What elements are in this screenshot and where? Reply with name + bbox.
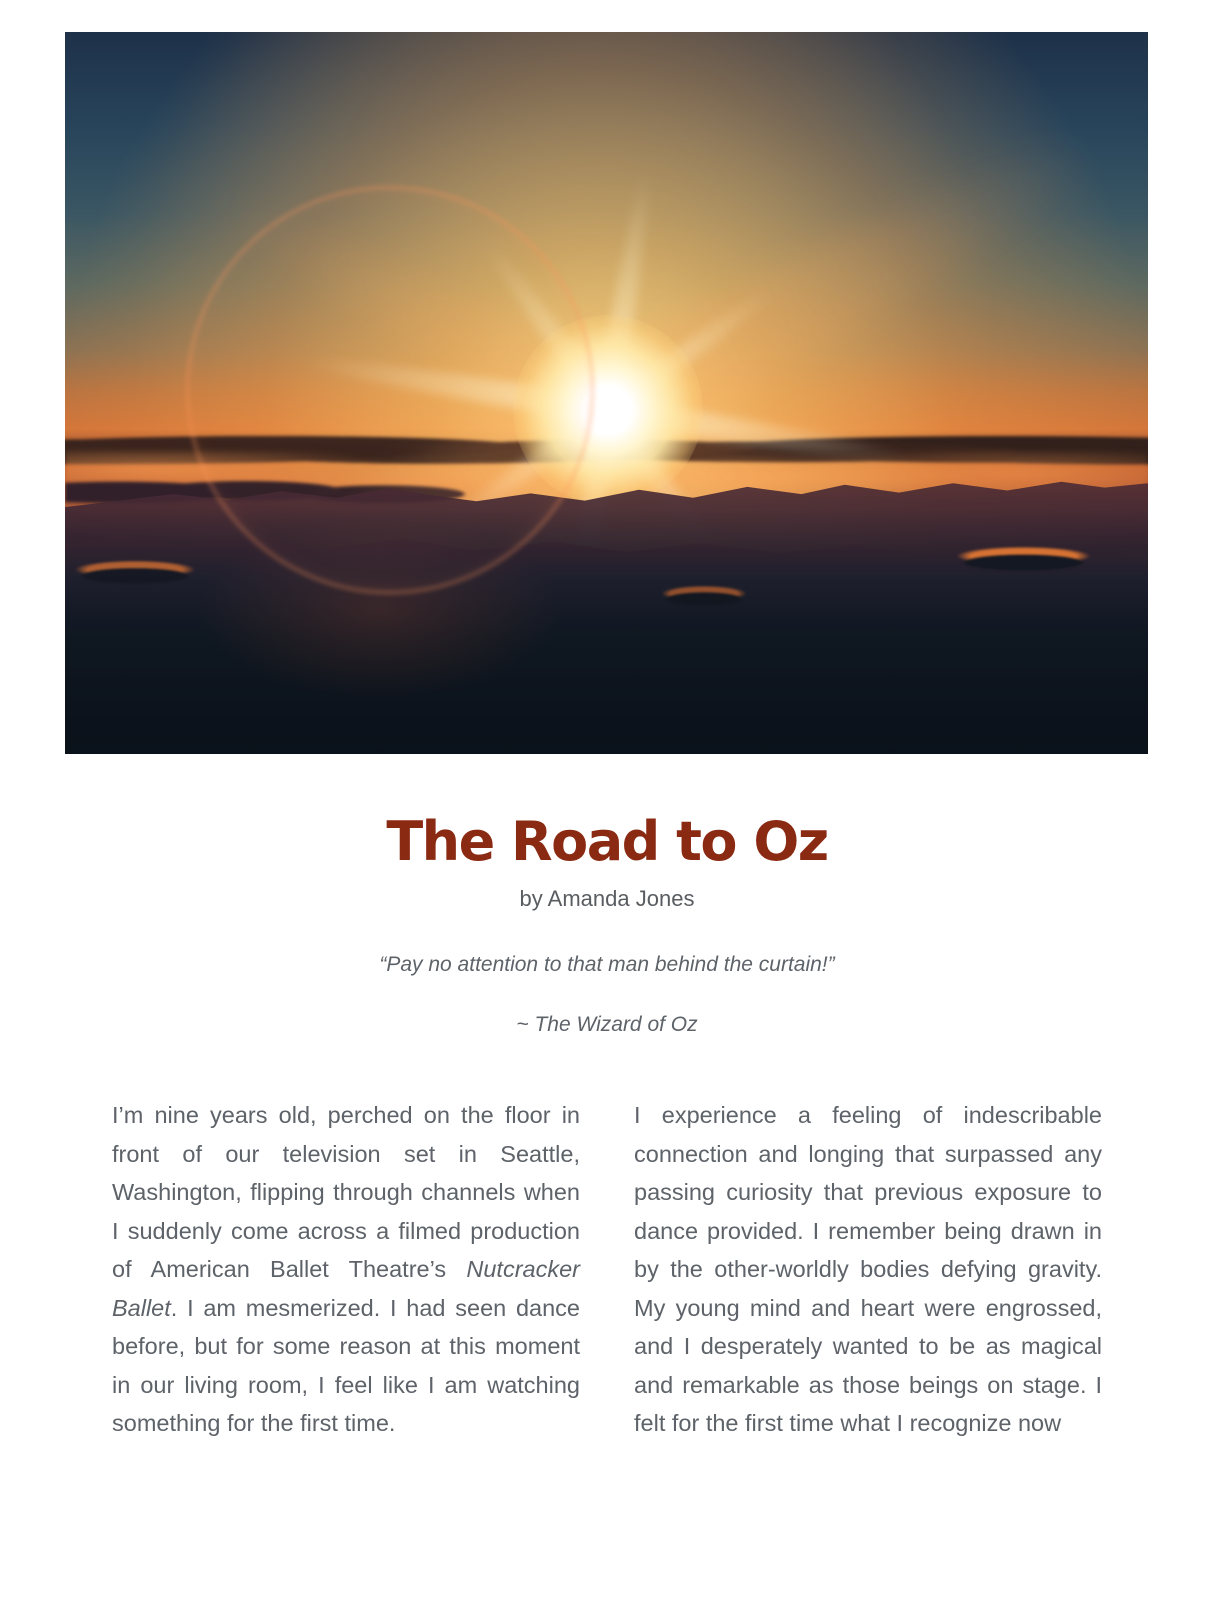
lit-cloud-right xyxy=(921,541,1127,571)
paragraph-2: I experience a feeling of indescribable connection and longing that surpassed any passing curiosity that previous exposure to dance provided. I remember being drawn in by the other-worldly bodies defying gravity. My young mind and heart were engrossed, and I desperately wanted to be as magical and remarkable as those beings on stage. I felt for the first time what I recognize now xyxy=(634,1102,1102,1437)
paragraph-1-text-start: I’m nine years old, perched on the floor in front of our television set in Seattle, Washington, flipping through channels when I suddenly come across a filmed production of American Ballet Theatre’s xyxy=(112,1102,580,1283)
paragraph-1-italic-title: Nutcracker Ballet xyxy=(112,1256,580,1321)
lit-cloud-center xyxy=(639,581,769,606)
page-title: The Road to Oz xyxy=(386,810,828,873)
epigraph xyxy=(0,951,1214,1072)
lens-flare-ring xyxy=(185,185,595,595)
body-column-left xyxy=(112,1096,580,1443)
lit-cloud-left xyxy=(65,555,227,584)
epigraph-quote-line: “Pay no attention to that man behind the curtain!” xyxy=(379,953,835,976)
paragraph-1-text-end: . I am mesmerized. I had seen dance before, but for some reason at this moment in our living room, I feel like I am watching something for the first time. xyxy=(112,1294,580,1437)
epigraph-attribution-line: ~ The Wizard of Oz xyxy=(516,1013,698,1037)
byline: by Amanda Jones xyxy=(519,886,695,911)
hero-image xyxy=(65,32,1148,754)
paragraph-1 xyxy=(112,1096,580,1443)
body-columns xyxy=(112,1096,1102,1443)
body-column-right xyxy=(634,1096,1102,1443)
